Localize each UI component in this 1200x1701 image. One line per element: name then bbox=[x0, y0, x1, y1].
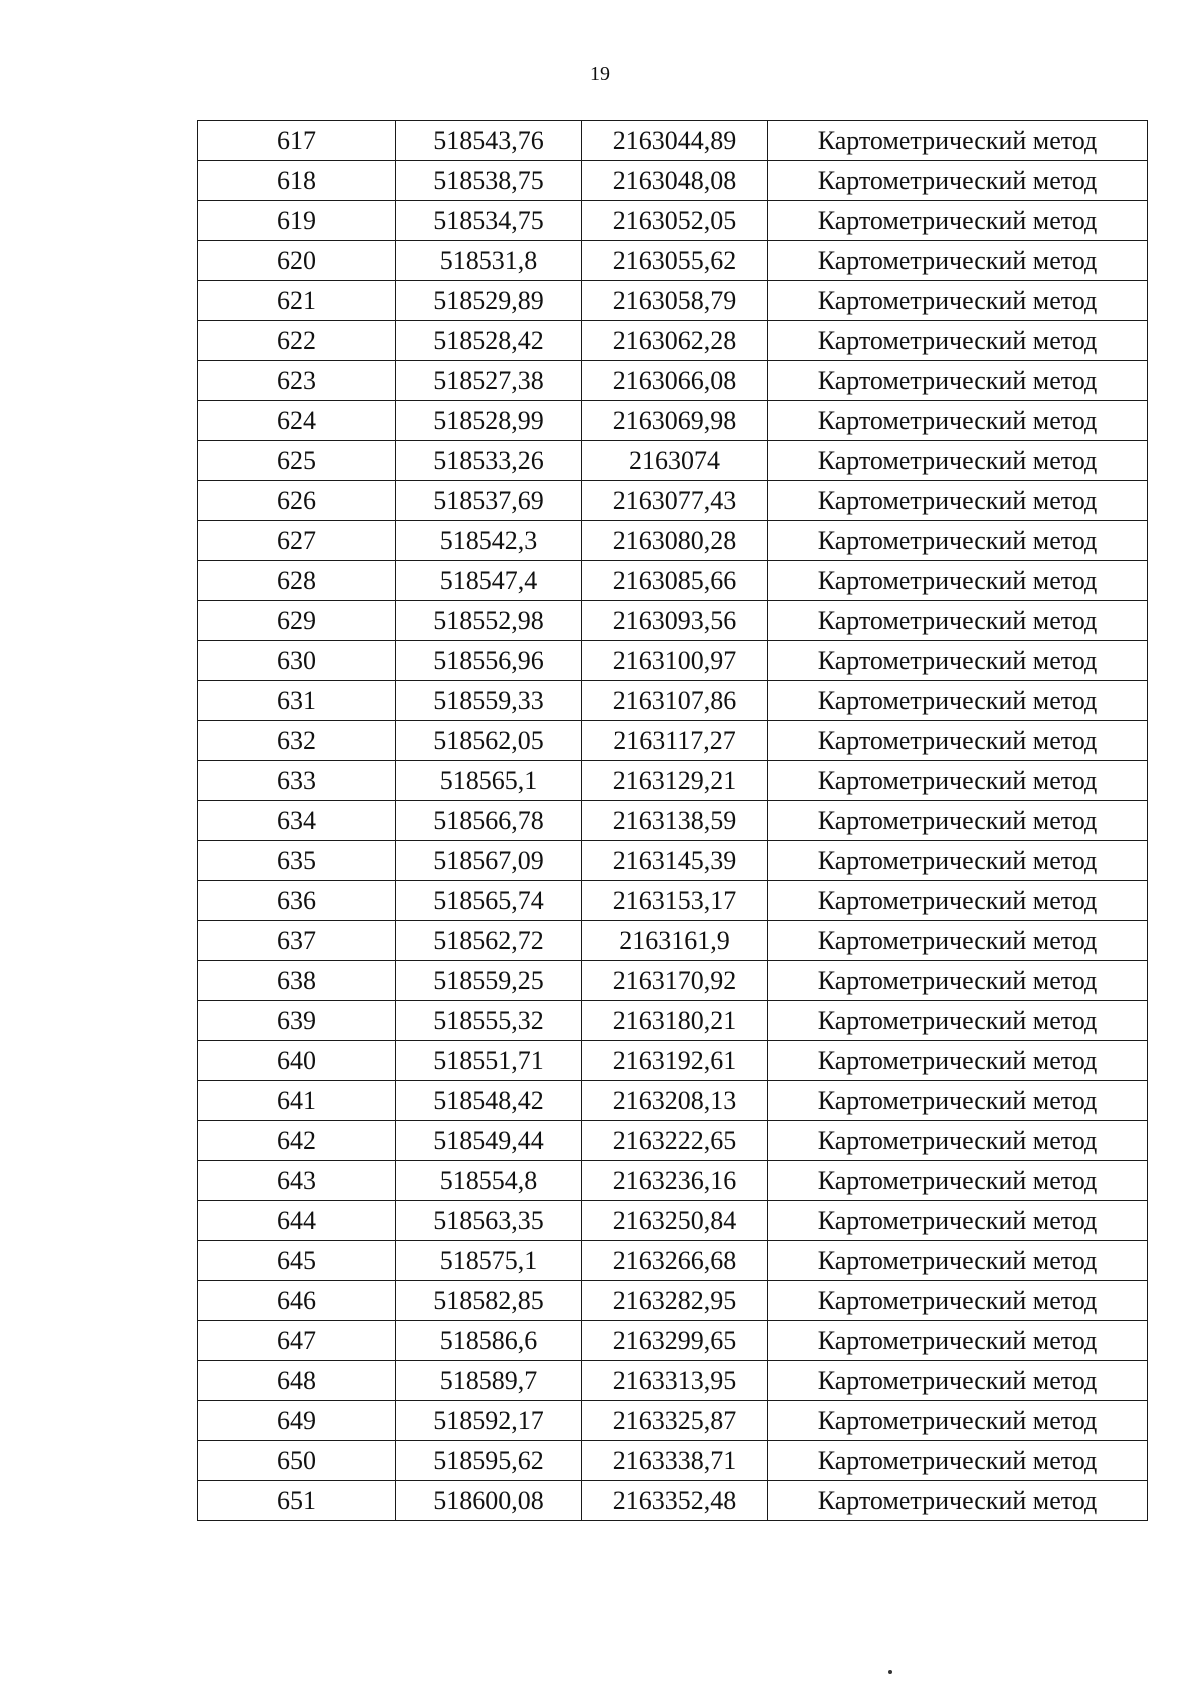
x-coordinate-cell: 518589,7 bbox=[396, 1361, 582, 1401]
scan-speck bbox=[888, 1670, 892, 1674]
method-cell: Картометрический метод bbox=[768, 281, 1148, 321]
table-row bbox=[198, 281, 1148, 321]
x-coordinate-cell: 518565,74 bbox=[396, 881, 582, 921]
table-row bbox=[198, 1041, 1148, 1081]
point-number-cell: 628 bbox=[198, 561, 396, 601]
table-row bbox=[198, 1481, 1148, 1521]
method-cell: Картометрический метод bbox=[768, 1041, 1148, 1081]
point-number-cell: 644 bbox=[198, 1201, 396, 1241]
y-coordinate-cell: 2163153,17 bbox=[582, 881, 768, 921]
y-coordinate-cell: 2163338,71 bbox=[582, 1441, 768, 1481]
point-number-cell: 618 bbox=[198, 161, 396, 201]
x-coordinate-cell: 518531,8 bbox=[396, 241, 582, 281]
x-coordinate-cell: 518575,1 bbox=[396, 1241, 582, 1281]
method-cell: Картометрический метод bbox=[768, 1321, 1148, 1361]
method-cell: Картометрический метод bbox=[768, 1081, 1148, 1121]
x-coordinate-cell: 518565,1 bbox=[396, 761, 582, 801]
point-number-cell: 645 bbox=[198, 1241, 396, 1281]
y-coordinate-cell: 2163055,62 bbox=[582, 241, 768, 281]
method-cell: Картометрический метод bbox=[768, 1481, 1148, 1521]
method-cell: Картометрический метод bbox=[768, 161, 1148, 201]
coordinates-table-body bbox=[198, 121, 1148, 1521]
y-coordinate-cell: 2163093,56 bbox=[582, 601, 768, 641]
x-coordinate-cell: 518592,17 bbox=[396, 1401, 582, 1441]
x-coordinate-cell: 518548,42 bbox=[396, 1081, 582, 1121]
y-coordinate-cell: 2163145,39 bbox=[582, 841, 768, 881]
method-cell: Картометрический метод bbox=[768, 521, 1148, 561]
table-row bbox=[198, 801, 1148, 841]
method-cell: Картометрический метод bbox=[768, 681, 1148, 721]
y-coordinate-cell: 2163313,95 bbox=[582, 1361, 768, 1401]
table-row bbox=[198, 921, 1148, 961]
y-coordinate-cell: 2163222,65 bbox=[582, 1121, 768, 1161]
method-cell: Картометрический метод bbox=[768, 841, 1148, 881]
x-coordinate-cell: 518529,89 bbox=[396, 281, 582, 321]
point-number-cell: 627 bbox=[198, 521, 396, 561]
table-row bbox=[198, 241, 1148, 281]
x-coordinate-cell: 518559,25 bbox=[396, 961, 582, 1001]
point-number-cell: 624 bbox=[198, 401, 396, 441]
point-number-cell: 629 bbox=[198, 601, 396, 641]
y-coordinate-cell: 2163069,98 bbox=[582, 401, 768, 441]
x-coordinate-cell: 518543,76 bbox=[396, 121, 582, 161]
x-coordinate-cell: 518533,26 bbox=[396, 441, 582, 481]
point-number-cell: 640 bbox=[198, 1041, 396, 1081]
table-row bbox=[198, 521, 1148, 561]
x-coordinate-cell: 518547,4 bbox=[396, 561, 582, 601]
y-coordinate-cell: 2163080,28 bbox=[582, 521, 768, 561]
coordinates-table bbox=[197, 120, 1148, 1521]
y-coordinate-cell: 2163282,95 bbox=[582, 1281, 768, 1321]
method-cell: Картометрический метод bbox=[768, 561, 1148, 601]
x-coordinate-cell: 518582,85 bbox=[396, 1281, 582, 1321]
method-cell: Картометрический метод bbox=[768, 1281, 1148, 1321]
point-number-cell: 649 bbox=[198, 1401, 396, 1441]
y-coordinate-cell: 2163180,21 bbox=[582, 1001, 768, 1041]
x-coordinate-cell: 518528,99 bbox=[396, 401, 582, 441]
y-coordinate-cell: 2163044,89 bbox=[582, 121, 768, 161]
y-coordinate-cell: 2163117,27 bbox=[582, 721, 768, 761]
point-number-cell: 620 bbox=[198, 241, 396, 281]
x-coordinate-cell: 518538,75 bbox=[396, 161, 582, 201]
point-number-cell: 631 bbox=[198, 681, 396, 721]
method-cell: Картометрический метод bbox=[768, 801, 1148, 841]
table-row bbox=[198, 161, 1148, 201]
table-row bbox=[198, 1161, 1148, 1201]
page-number: 19 bbox=[590, 63, 610, 85]
y-coordinate-cell: 2163052,05 bbox=[582, 201, 768, 241]
x-coordinate-cell: 518554,8 bbox=[396, 1161, 582, 1201]
table-row bbox=[198, 321, 1148, 361]
y-coordinate-cell: 2163138,59 bbox=[582, 801, 768, 841]
table-row bbox=[198, 681, 1148, 721]
table-row bbox=[198, 881, 1148, 921]
table-row bbox=[198, 1361, 1148, 1401]
x-coordinate-cell: 518563,35 bbox=[396, 1201, 582, 1241]
point-number-cell: 637 bbox=[198, 921, 396, 961]
table-row bbox=[198, 481, 1148, 521]
x-coordinate-cell: 518542,3 bbox=[396, 521, 582, 561]
x-coordinate-cell: 518556,96 bbox=[396, 641, 582, 681]
table-row bbox=[198, 1441, 1148, 1481]
method-cell: Картометрический метод bbox=[768, 1241, 1148, 1281]
x-coordinate-cell: 518528,42 bbox=[396, 321, 582, 361]
point-number-cell: 639 bbox=[198, 1001, 396, 1041]
table-row bbox=[198, 561, 1148, 601]
table-row bbox=[198, 641, 1148, 681]
x-coordinate-cell: 518567,09 bbox=[396, 841, 582, 881]
y-coordinate-cell: 2163077,43 bbox=[582, 481, 768, 521]
method-cell: Картометрический метод bbox=[768, 921, 1148, 961]
point-number-cell: 623 bbox=[198, 361, 396, 401]
y-coordinate-cell: 2163100,97 bbox=[582, 641, 768, 681]
table-row bbox=[198, 1281, 1148, 1321]
y-coordinate-cell: 2163236,16 bbox=[582, 1161, 768, 1201]
method-cell: Картометрический метод bbox=[768, 1161, 1148, 1201]
y-coordinate-cell: 2163299,65 bbox=[582, 1321, 768, 1361]
method-cell: Картометрический метод bbox=[768, 321, 1148, 361]
x-coordinate-cell: 518595,62 bbox=[396, 1441, 582, 1481]
y-coordinate-cell: 2163208,13 bbox=[582, 1081, 768, 1121]
method-cell: Картометрический метод bbox=[768, 1441, 1148, 1481]
y-coordinate-cell: 2163266,68 bbox=[582, 1241, 768, 1281]
x-coordinate-cell: 518562,05 bbox=[396, 721, 582, 761]
method-cell: Картометрический метод bbox=[768, 1401, 1148, 1441]
table-row bbox=[198, 401, 1148, 441]
x-coordinate-cell: 518559,33 bbox=[396, 681, 582, 721]
table-row bbox=[198, 121, 1148, 161]
table-row bbox=[198, 761, 1148, 801]
y-coordinate-cell: 2163129,21 bbox=[582, 761, 768, 801]
point-number-cell: 636 bbox=[198, 881, 396, 921]
y-coordinate-cell: 2163085,66 bbox=[582, 561, 768, 601]
y-coordinate-cell: 2163066,08 bbox=[582, 361, 768, 401]
table-row bbox=[198, 1201, 1148, 1241]
point-number-cell: 630 bbox=[198, 641, 396, 681]
method-cell: Картометрический метод bbox=[768, 441, 1148, 481]
table-row bbox=[198, 721, 1148, 761]
x-coordinate-cell: 518600,08 bbox=[396, 1481, 582, 1521]
point-number-cell: 621 bbox=[198, 281, 396, 321]
table-row bbox=[198, 1401, 1148, 1441]
x-coordinate-cell: 518562,72 bbox=[396, 921, 582, 961]
y-coordinate-cell: 2163325,87 bbox=[582, 1401, 768, 1441]
table-row bbox=[198, 841, 1148, 881]
x-coordinate-cell: 518549,44 bbox=[396, 1121, 582, 1161]
point-number-cell: 638 bbox=[198, 961, 396, 1001]
method-cell: Картометрический метод bbox=[768, 721, 1148, 761]
point-number-cell: 622 bbox=[198, 321, 396, 361]
point-number-cell: 633 bbox=[198, 761, 396, 801]
point-number-cell: 646 bbox=[198, 1281, 396, 1321]
method-cell: Картометрический метод bbox=[768, 761, 1148, 801]
x-coordinate-cell: 518551,71 bbox=[396, 1041, 582, 1081]
x-coordinate-cell: 518534,75 bbox=[396, 201, 582, 241]
x-coordinate-cell: 518586,6 bbox=[396, 1321, 582, 1361]
method-cell: Картометрический метод bbox=[768, 481, 1148, 521]
table-row bbox=[198, 1001, 1148, 1041]
point-number-cell: 650 bbox=[198, 1441, 396, 1481]
point-number-cell: 642 bbox=[198, 1121, 396, 1161]
method-cell: Картометрический метод bbox=[768, 601, 1148, 641]
point-number-cell: 626 bbox=[198, 481, 396, 521]
y-coordinate-cell: 2163107,86 bbox=[582, 681, 768, 721]
y-coordinate-cell: 2163170,92 bbox=[582, 961, 768, 1001]
point-number-cell: 625 bbox=[198, 441, 396, 481]
point-number-cell: 632 bbox=[198, 721, 396, 761]
method-cell: Картометрический метод bbox=[768, 241, 1148, 281]
table-row bbox=[198, 201, 1148, 241]
method-cell: Картометрический метод bbox=[768, 1001, 1148, 1041]
method-cell: Картометрический метод bbox=[768, 641, 1148, 681]
table-row bbox=[198, 1241, 1148, 1281]
x-coordinate-cell: 518537,69 bbox=[396, 481, 582, 521]
table-row bbox=[198, 1121, 1148, 1161]
y-coordinate-cell: 2163192,61 bbox=[582, 1041, 768, 1081]
point-number-cell: 647 bbox=[198, 1321, 396, 1361]
x-coordinate-cell: 518552,98 bbox=[396, 601, 582, 641]
point-number-cell: 651 bbox=[198, 1481, 396, 1521]
table-row bbox=[198, 1321, 1148, 1361]
x-coordinate-cell: 518566,78 bbox=[396, 801, 582, 841]
y-coordinate-cell: 2163352,48 bbox=[582, 1481, 768, 1521]
point-number-cell: 648 bbox=[198, 1361, 396, 1401]
method-cell: Картометрический метод bbox=[768, 401, 1148, 441]
method-cell: Картометрический метод bbox=[768, 961, 1148, 1001]
method-cell: Картометрический метод bbox=[768, 201, 1148, 241]
y-coordinate-cell: 2163048,08 bbox=[582, 161, 768, 201]
method-cell: Картометрический метод bbox=[768, 1121, 1148, 1161]
point-number-cell: 635 bbox=[198, 841, 396, 881]
table-row bbox=[198, 441, 1148, 481]
method-cell: Картометрический метод bbox=[768, 1201, 1148, 1241]
y-coordinate-cell: 2163250,84 bbox=[582, 1201, 768, 1241]
y-coordinate-cell: 2163161,9 bbox=[582, 921, 768, 961]
method-cell: Картометрический метод bbox=[768, 361, 1148, 401]
y-coordinate-cell: 2163062,28 bbox=[582, 321, 768, 361]
method-cell: Картометрический метод bbox=[768, 1361, 1148, 1401]
x-coordinate-cell: 518555,32 bbox=[396, 1001, 582, 1041]
method-cell: Картометрический метод bbox=[768, 881, 1148, 921]
x-coordinate-cell: 518527,38 bbox=[396, 361, 582, 401]
table-row bbox=[198, 961, 1148, 1001]
table-row bbox=[198, 1081, 1148, 1121]
point-number-cell: 641 bbox=[198, 1081, 396, 1121]
y-coordinate-cell: 2163074 bbox=[582, 441, 768, 481]
point-number-cell: 619 bbox=[198, 201, 396, 241]
table-row bbox=[198, 601, 1148, 641]
y-coordinate-cell: 2163058,79 bbox=[582, 281, 768, 321]
table-row bbox=[198, 361, 1148, 401]
method-cell: Картометрический метод bbox=[768, 121, 1148, 161]
point-number-cell: 634 bbox=[198, 801, 396, 841]
point-number-cell: 617 bbox=[198, 121, 396, 161]
point-number-cell: 643 bbox=[198, 1161, 396, 1201]
